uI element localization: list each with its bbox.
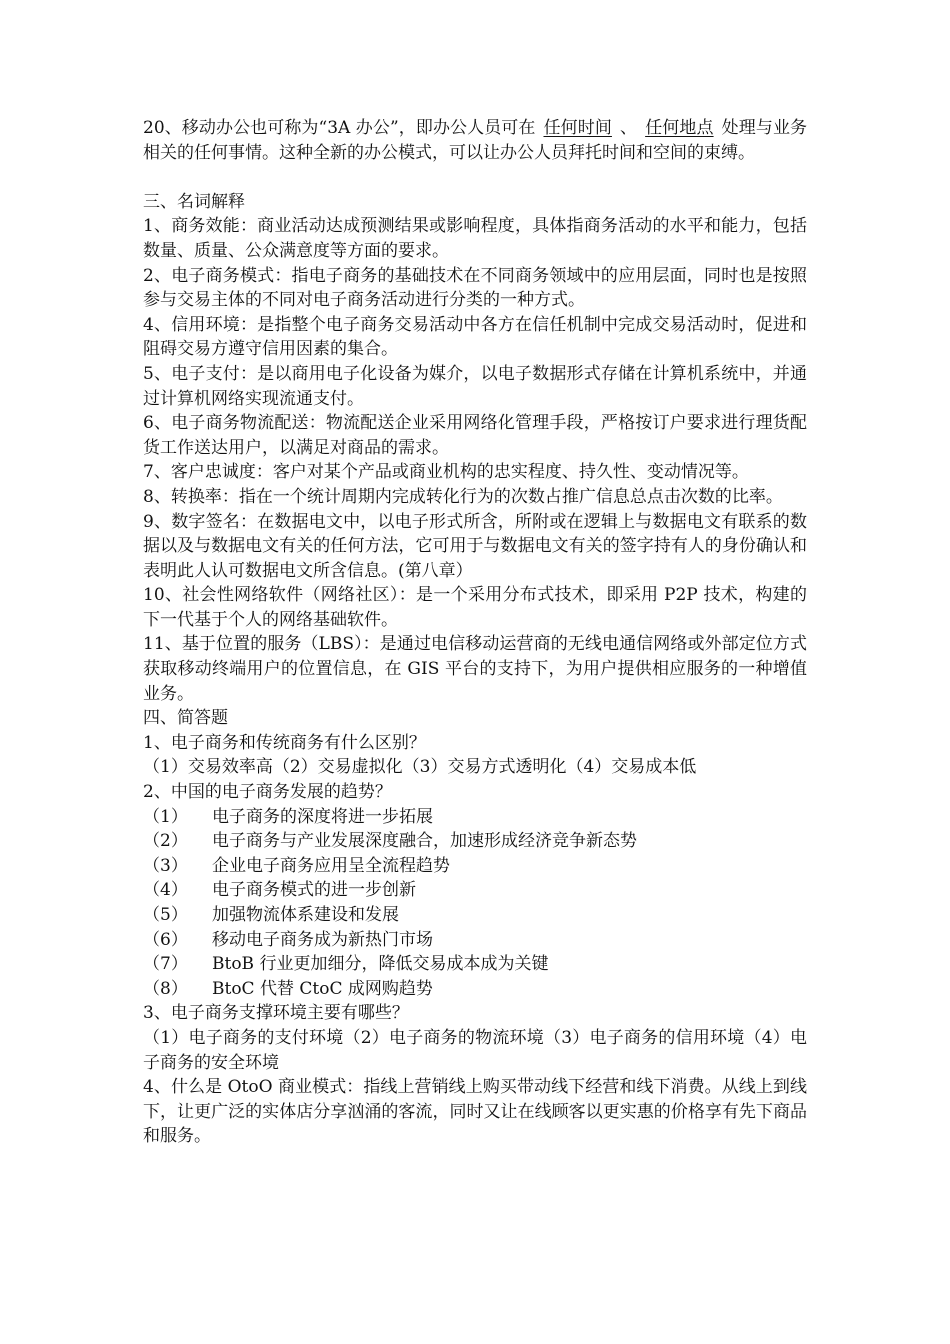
blank-answer-time: 任何时间 <box>543 118 612 138</box>
answer-list-item <box>143 952 807 977</box>
answer-list-item <box>143 805 807 830</box>
list-number: （6） <box>143 929 188 950</box>
section-heading-short-answer: 四、简答题 <box>143 708 228 729</box>
section-heading-terms: 三、名词解释 <box>143 191 245 212</box>
list-text: 电子商务的深度将进一步拓展 <box>212 806 433 827</box>
separator: 、 <box>619 118 638 138</box>
list-number: （7） <box>143 954 188 975</box>
term-item: 2、电子商务模式：指电子商务的基础技术在不同商务领域中的应用层面，同时也是按照参与交易主体的不同对电子商务活动进行分类的一种方式。 <box>143 265 807 311</box>
answer-1: （1）交易效率高（2）交易虚拟化（3）交易方式透明化（4）交易成本低 <box>143 757 697 778</box>
answer-3: （1）电子商务的支付环境（2）电子商务的物流环境（3）电子商务的信用环境（4）电子商务的安全环境 <box>143 1027 807 1073</box>
term-item: 5、电子支付：是以商用电子化设备为媒介，以电子数据形式存储在计算机系统中，并通过计算机网络实现流通支付。 <box>143 363 807 409</box>
answer-list-item <box>143 829 807 854</box>
list-text: 加强物流体系建设和发展 <box>212 905 399 925</box>
list-text: 企业电子商务应用呈全流程趋势 <box>212 855 450 876</box>
term-item: 9、数字签名：在数据电文中，以电子形式所含，所附或在逻辑上与数据电文有联系的数据以及与数据电文有关的任何方法，它可用于与数据电文有关的签字持有人的身份确认和表明此人认可数据电文所含信息。(第八章） <box>143 511 807 581</box>
term-item: 7、客户忠诚度：客户对某个产品或商业机构的忠实程度、持久性、变动情况等。 <box>143 462 749 483</box>
document-body <box>143 116 807 1149</box>
answer-list-item <box>143 854 807 879</box>
list-number: （3） <box>143 855 188 876</box>
list-text: BtoC 代替 CtoC 成网购趋势 <box>212 978 433 999</box>
term-item: 6、电子商务物流配送：物流配送企业采用网络化管理手段，严格按订户要求进行理货配货工作送达用户，以满足对商品的需求。 <box>143 413 807 458</box>
blank-line <box>143 165 807 190</box>
list-text: 电子商务模式的进一步创新 <box>212 880 416 901</box>
question-2: 2、中国的电子商务发展的趋势？ <box>143 782 392 803</box>
question-4: 4、什么是 OtoO 商业模式：指线上营销线上购买带动线下经营和线下消费。从线上到线下，让更广泛的实体店分享汹涌的客流，同时又让在线顾客以更实惠的价格享有先下商品和服务。 <box>143 1077 807 1147</box>
answer-list-item <box>143 878 807 903</box>
list-text: 移动电子商务成为新热门市场 <box>212 929 433 950</box>
list-number: （2） <box>143 831 188 852</box>
question-1: 1、电子商务和传统商务有什么区别？ <box>143 732 426 753</box>
term-item: 10、社会性网络软件（网络社区）：是一个采用分布式技术，即采用 P2P 技术，构建的下一代基于个人的网络基础软件。 <box>143 585 807 630</box>
term-item: 4、信用环境：是指整个电子商务交易活动中各方在信任机制中完成交易活动时，促进和阻碍交易方遵守信用因素的集合。 <box>143 314 807 360</box>
term-item: 1、商务效能：商业活动达成预测结果或影响程度，具体指商务活动的水平和能力，包括数量、质量、公众满意度等方面的要求。 <box>143 216 807 261</box>
q20-suffix: 处 <box>721 118 739 138</box>
list-number: （1） <box>143 806 188 827</box>
q20-rest: 理与业务相关的任何事情。这种全新的办公模式，可以让办公人员拜托时间和空间的束缚。 <box>143 118 808 163</box>
blank-answer-place: 任何地点 <box>645 118 714 138</box>
question-3: 3、电子商务支撑环境主要有哪些？ <box>143 1003 409 1024</box>
list-text: BtoB 行业更加细分，降低交易成本成为关键 <box>212 954 549 975</box>
term-item: 8、转换率：指在一个统计周期内完成转化行为的次数占推广信息总点击次数的比率。 <box>143 486 783 507</box>
answer-list-item <box>143 903 807 928</box>
q20-prefix: 20、移动办公也可称为“3A 办公”，即办公人员可在 <box>143 118 536 138</box>
list-text: 电子商务与产业发展深度融合，加速形成经济竞争新态势 <box>212 831 637 852</box>
list-number: （5） <box>143 905 188 925</box>
answer-list-item <box>143 977 807 1002</box>
term-item: 11、基于位置的服务（LBS）：是通过电信移动运营商的无线电通信网络或外部定位方式获取移动终端用户的位置信息，在 GIS 平台的支持下，为用户提供相应服务的一种增值业务。 <box>143 634 807 704</box>
list-number: （4） <box>143 880 188 901</box>
answer-list-item <box>143 928 807 953</box>
fill-in-question-20 <box>143 116 807 165</box>
list-number: （8） <box>143 978 188 999</box>
